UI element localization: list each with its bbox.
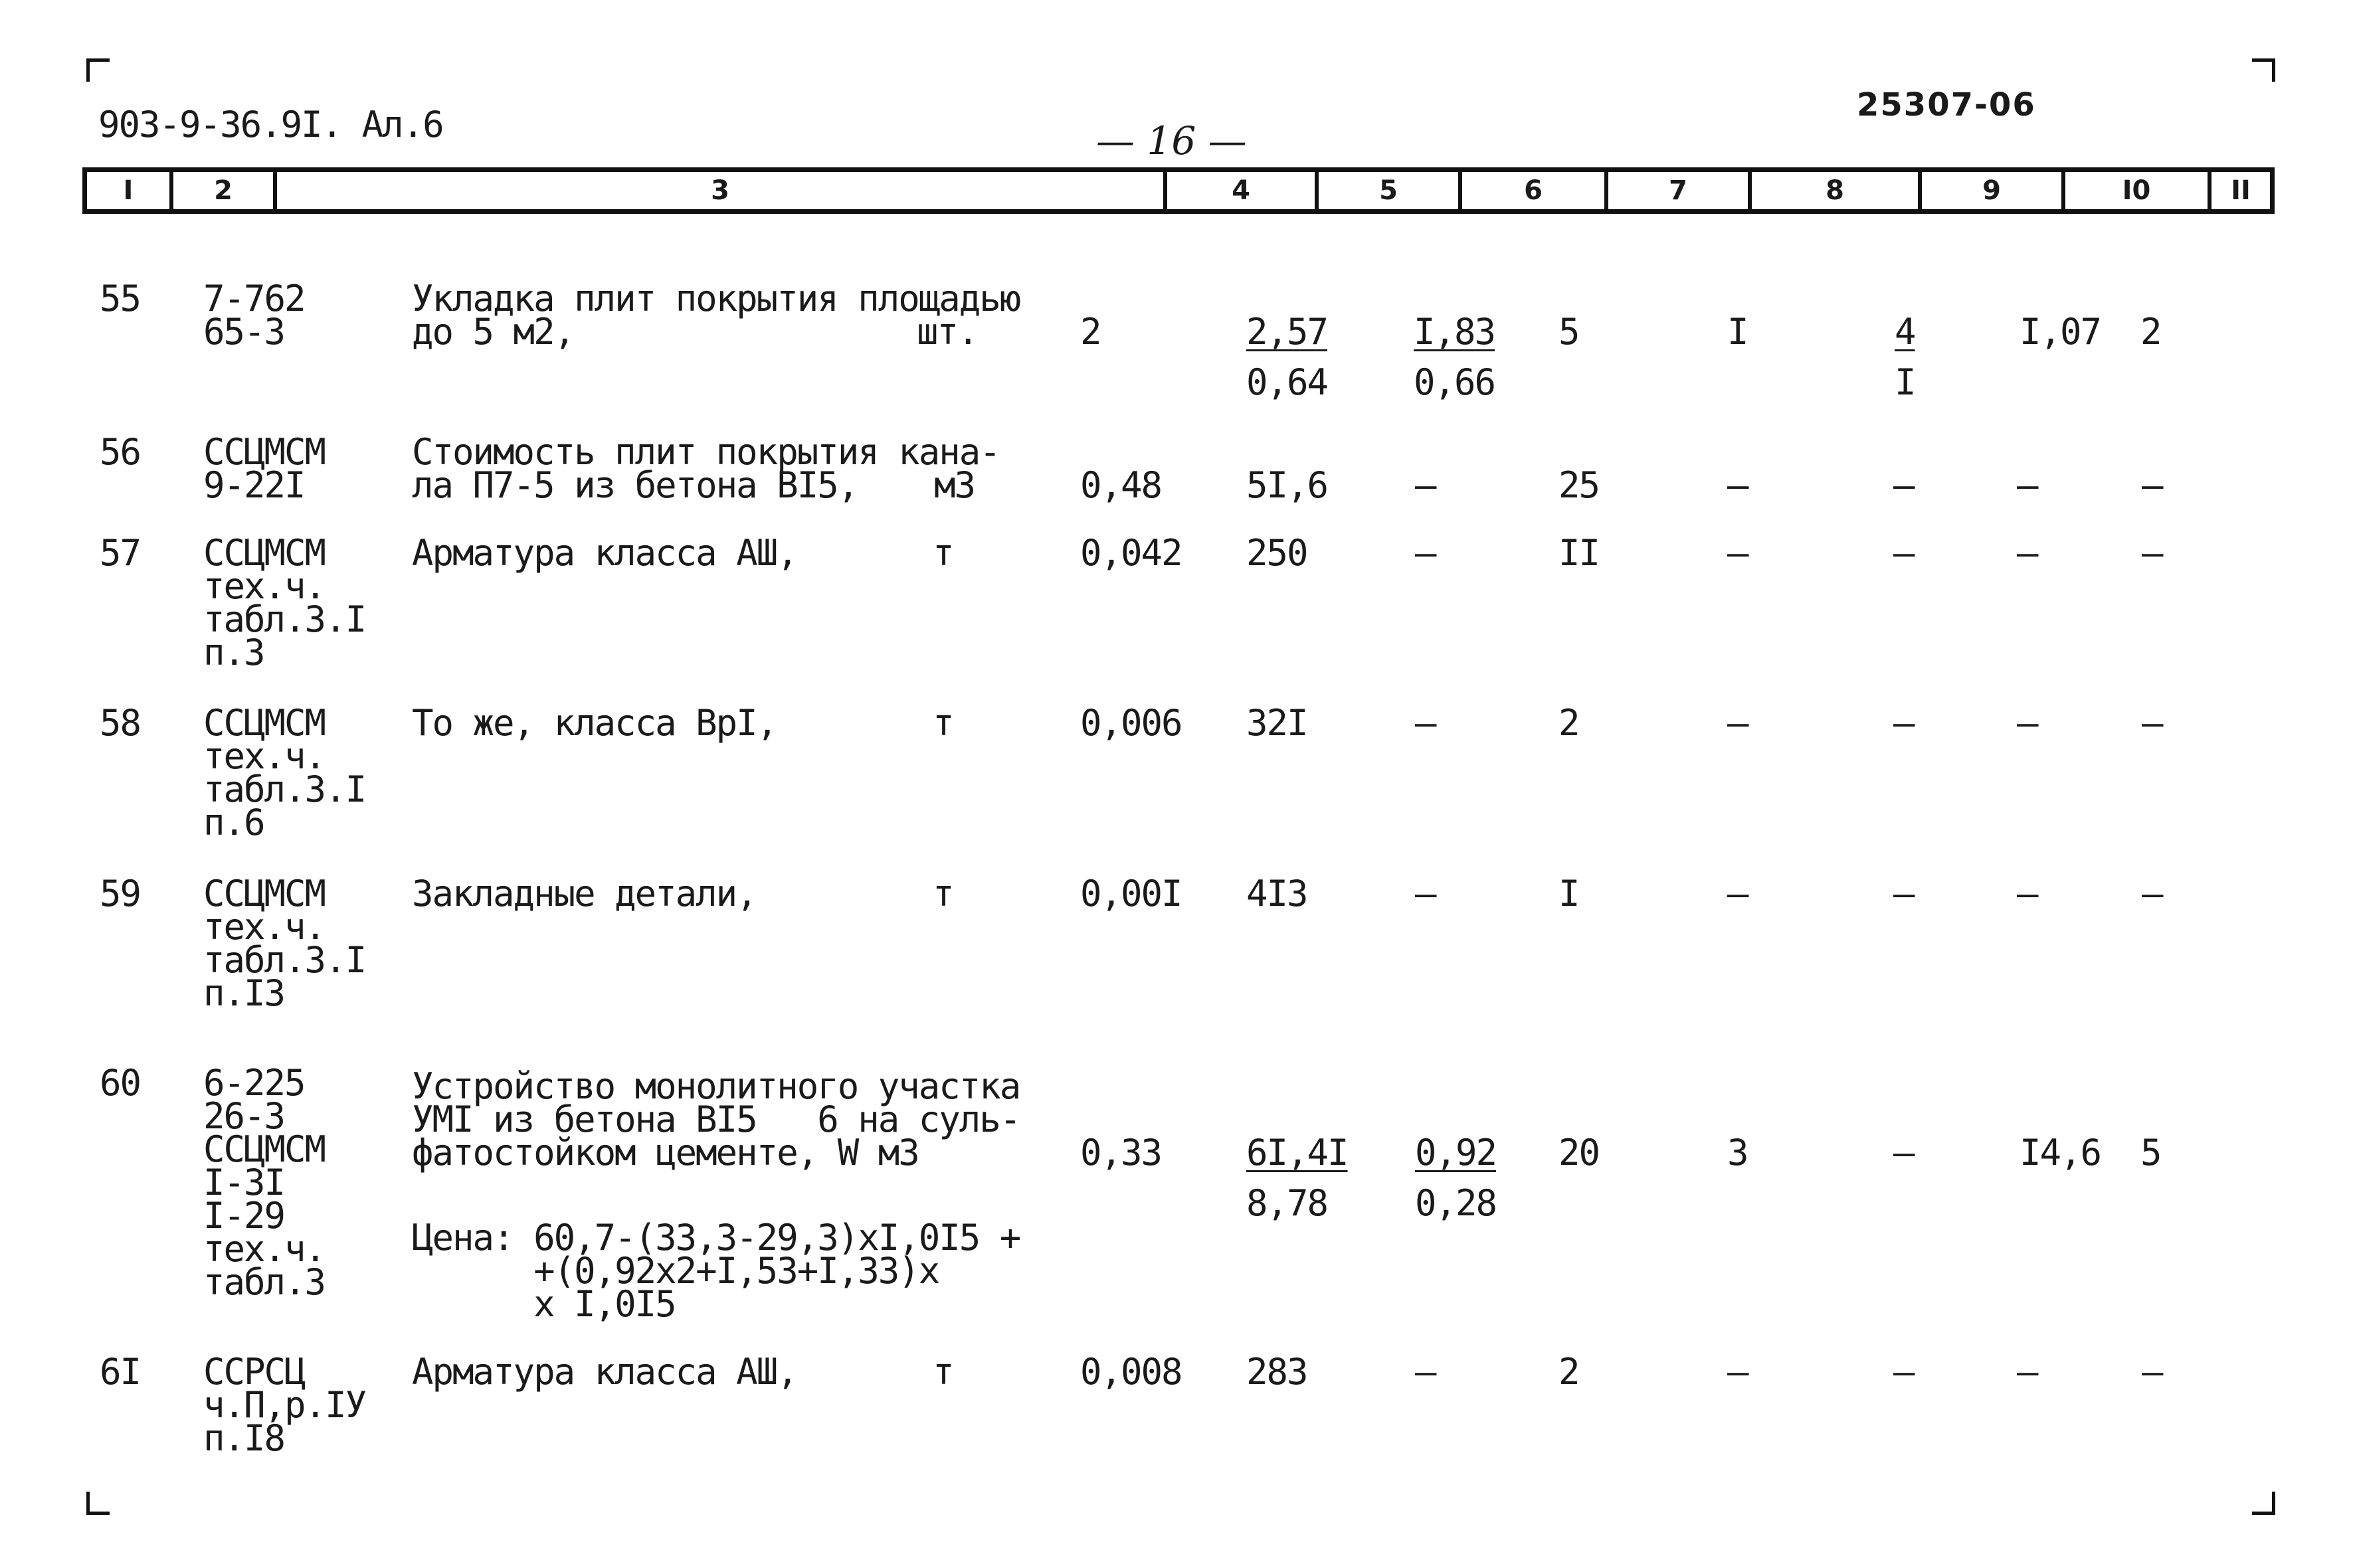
- quantity: 2: [1080, 311, 1101, 353]
- col9-value: 4: [1895, 311, 1915, 353]
- norm-code-line: ССЦМСМ: [203, 532, 326, 574]
- norm-code-line: 7-762: [203, 278, 305, 319]
- norm-code-line: табл.3.I: [203, 768, 366, 810]
- col5-value: 4I3: [1246, 873, 1307, 915]
- sheet-code: 25307-06: [1857, 86, 2036, 124]
- unit: м3: [934, 464, 975, 506]
- col8-value: –: [1727, 702, 1748, 744]
- column-header: I: [123, 175, 134, 206]
- norm-code-line: п.I3: [203, 972, 285, 1014]
- col7-value: 2: [1558, 702, 1579, 744]
- corner-mark-bottom-right: [2252, 1492, 2275, 1515]
- norm-code-line: I-29: [203, 1195, 285, 1237]
- col7-value: II: [1558, 532, 1600, 574]
- col9-value: –: [1893, 1132, 1914, 1174]
- row-number: 56: [100, 431, 141, 473]
- document-code: 903-9-36.9I. Ал.6: [98, 104, 443, 145]
- col11-value: 2: [2140, 311, 2161, 353]
- col8-value: I: [1727, 311, 1748, 353]
- col9-value: –: [1893, 702, 1914, 744]
- col7-value: 25: [1558, 464, 1600, 506]
- col7-value: 5: [1558, 311, 1579, 353]
- norm-code-line: тех.ч.: [203, 906, 326, 948]
- col8-value: –: [1727, 464, 1748, 506]
- quantity: 0,042: [1080, 532, 1182, 574]
- work-description-line: фатостойком цементе, W м3: [412, 1132, 919, 1174]
- column-header: 4: [1232, 175, 1250, 206]
- col11-value: –: [2142, 464, 2162, 506]
- row-number: 59: [100, 873, 141, 915]
- column-header: 2: [214, 175, 233, 206]
- col10-value: –: [2017, 464, 2037, 506]
- norm-code-line: 65-3: [203, 311, 285, 353]
- column-header: 9: [1982, 175, 2001, 206]
- quantity: 0,00I: [1080, 873, 1182, 915]
- unit: т: [933, 532, 953, 574]
- row-number: 55: [100, 278, 141, 319]
- col8-value: 3: [1727, 1132, 1748, 1174]
- norm-code-line: ССЦМСМ: [203, 702, 326, 744]
- col7-value: I: [1558, 873, 1579, 915]
- column-header: 6: [1524, 175, 1543, 206]
- col6-value: –: [1415, 532, 1436, 574]
- quantity: 0,48: [1080, 464, 1162, 506]
- row-number: 58: [100, 702, 141, 744]
- col7-value: 20: [1558, 1132, 1600, 1174]
- col5-value: 283: [1246, 1351, 1307, 1393]
- col8-value: –: [1727, 873, 1748, 915]
- col11-value: –: [2142, 532, 2162, 574]
- work-description-line: Арматура класса АШ,: [412, 532, 797, 574]
- col6-value: 0,92: [1415, 1132, 1497, 1174]
- col11-value: –: [2142, 873, 2162, 915]
- norm-code-line: тех.ч.: [203, 565, 326, 607]
- quantity: 0,008: [1080, 1351, 1182, 1393]
- col10-value: I4,6: [2020, 1132, 2101, 1174]
- corner-mark-top-left: [86, 58, 110, 82]
- norm-code-line: табл.3.I: [203, 939, 366, 981]
- work-description-line: Арматура класса АШ,: [412, 1351, 797, 1393]
- col9-value: –: [1893, 532, 1914, 574]
- norm-code-line: 6-225: [203, 1062, 305, 1104]
- row-number: 57: [100, 532, 141, 574]
- col6-subvalue: 0,28: [1415, 1182, 1497, 1224]
- row-number: 60: [100, 1062, 141, 1104]
- col5-value: 2,57: [1246, 311, 1328, 353]
- norm-code-line: тех.ч.: [203, 1228, 326, 1270]
- col9-value: –: [1893, 464, 1914, 506]
- work-description-line: до 5 м2,: [412, 311, 575, 353]
- norm-code-line: ССЦМСМ: [203, 431, 326, 473]
- col10-value: –: [2017, 532, 2037, 574]
- norm-code-line: п.I8: [203, 1417, 285, 1459]
- page-number: — 16 —: [1096, 118, 1247, 163]
- col11-value: –: [2142, 702, 2162, 744]
- column-header: 3: [711, 175, 729, 206]
- price-formula-line: х I,0I5: [412, 1283, 676, 1325]
- norm-code-line: табл.3.I: [203, 598, 366, 640]
- norm-code-line: 26-3: [203, 1095, 285, 1137]
- corner-mark-bottom-left: [86, 1492, 110, 1515]
- col10-value: –: [2017, 1351, 2037, 1393]
- column-header: I0: [2122, 175, 2151, 206]
- column-header: II: [2231, 175, 2251, 206]
- col9-value: –: [1893, 1351, 1914, 1393]
- work-description-line: Укладка плит покрытия площадью: [412, 278, 1020, 319]
- col5-value: 5I,6: [1246, 464, 1328, 506]
- quantity: 0,006: [1080, 702, 1182, 744]
- col5-subvalue: 0,64: [1246, 361, 1328, 403]
- norm-code-line: тех.ч.: [203, 735, 326, 777]
- col5-subvalue: 8,78: [1246, 1182, 1328, 1224]
- col5-value: 32I: [1246, 702, 1307, 744]
- column-header: 8: [1826, 175, 1844, 206]
- col6-value: –: [1415, 702, 1436, 744]
- norm-code-line: 9-22I: [203, 464, 305, 506]
- work-description-line: ла П7-5 из бетона ВI5,: [412, 464, 858, 506]
- unit: т: [933, 1351, 953, 1393]
- norm-code-line: ССРСЦ: [203, 1351, 305, 1393]
- norm-code-line: табл.3: [203, 1261, 326, 1303]
- unit: т: [933, 873, 953, 915]
- col6-value: I,83: [1414, 311, 1495, 353]
- quantity: 0,33: [1080, 1132, 1162, 1174]
- col6-value: –: [1415, 464, 1436, 506]
- col8-value: –: [1727, 532, 1748, 574]
- col5-value: 6I,4I: [1246, 1132, 1348, 1174]
- norm-code-line: п.6: [203, 802, 264, 843]
- col11-value: 5: [2140, 1132, 2161, 1174]
- column-header: 7: [1669, 175, 1687, 206]
- work-description-line: УМI из бетона ВI5 6 на суль-: [412, 1098, 1020, 1140]
- col6-value: –: [1415, 873, 1436, 915]
- column-header: 5: [1379, 175, 1398, 206]
- col10-value: –: [2017, 873, 2037, 915]
- norm-code-line: I-3I: [203, 1162, 285, 1203]
- col10-value: –: [2017, 702, 2037, 744]
- price-formula-line: Цена: 60,7-(33,3-29,3)хI,0I5 +: [412, 1217, 1020, 1259]
- col8-value: –: [1727, 1351, 1748, 1393]
- col9-value: –: [1893, 873, 1914, 915]
- price-formula-line: +(0,92х2+I,53+I,33)х: [412, 1250, 939, 1292]
- row-number: 6I: [100, 1351, 141, 1393]
- norm-code-line: п.3: [203, 632, 264, 673]
- col9-subvalue: I: [1895, 361, 1915, 403]
- work-description-line: Устройство монолитного участка: [412, 1065, 1020, 1107]
- col6-subvalue: 0,66: [1414, 361, 1495, 403]
- col11-value: –: [2142, 1351, 2162, 1393]
- work-description-line: Закладные детали,: [412, 873, 757, 915]
- col7-value: 2: [1558, 1351, 1579, 1393]
- norm-code-line: ССЦМСМ: [203, 873, 326, 915]
- col6-value: –: [1415, 1351, 1436, 1393]
- col5-value: 250: [1246, 532, 1307, 574]
- column-header-row: [82, 167, 2275, 214]
- work-description-line: Стоимость плит покрытия кана-: [412, 431, 1000, 473]
- work-description-line: То же, класса ВрI,: [412, 702, 777, 744]
- norm-code-line: ч.П,р.IУ: [203, 1384, 366, 1426]
- corner-mark-top-right: [2252, 58, 2275, 82]
- norm-code-line: ССЦМСМ: [203, 1128, 326, 1170]
- unit: т: [933, 702, 953, 744]
- unit: шт.: [917, 311, 978, 353]
- col10-value: I,07: [2020, 311, 2101, 353]
